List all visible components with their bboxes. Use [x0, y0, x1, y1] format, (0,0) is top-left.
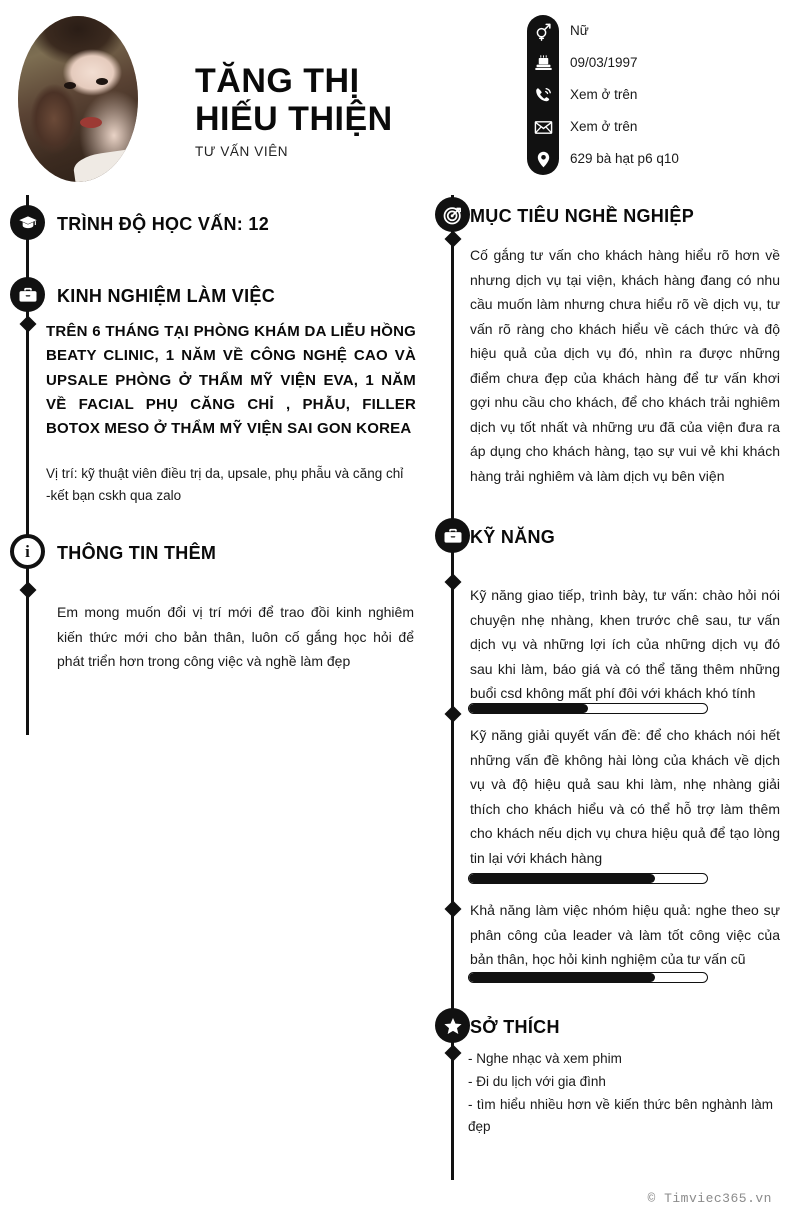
job-title: TƯ VẤN VIÊN	[195, 144, 289, 160]
contact-value-birthday: 09/03/1997	[570, 55, 638, 71]
star-icon	[435, 1008, 470, 1043]
right-column	[425, 195, 790, 1180]
section-title-skills: KỸ NĂNG	[470, 527, 556, 547]
birthday-cake-icon	[527, 47, 559, 79]
skill-progress-fill-1	[469, 704, 588, 713]
timeline-marker	[444, 574, 461, 591]
experience-note-1: Vị trí: kỹ thuật viên điều trị da, upsale, phụ phẫu và căng chỉ	[46, 466, 404, 481]
skill-progress-fill-3	[469, 973, 655, 982]
section-title-education: TRÌNH ĐỘ HỌC VẤN: 12	[57, 214, 270, 234]
contact-item-email	[527, 111, 777, 143]
skill-progress-bar-2	[468, 873, 708, 884]
graduation-cap-icon	[10, 205, 45, 240]
contact-item-phone	[527, 79, 777, 111]
skill-progress-bar-1	[468, 703, 708, 714]
full-name-line-2: HIẾU THIỆN	[195, 100, 393, 139]
skill-progress-bar-3	[468, 972, 708, 983]
hobby-item-2: - Đi du lịch với gia đình	[468, 1074, 606, 1089]
footer-credit: © Timviec365.vn	[647, 1191, 772, 1206]
timeline-marker	[444, 231, 461, 248]
timeline-marker	[444, 1045, 461, 1062]
target-icon	[435, 197, 470, 232]
name-block	[195, 62, 495, 159]
contact-item-gender	[527, 15, 777, 47]
section-title-objective: MỤC TIÊU NGHỀ NGHIỆP	[470, 206, 695, 226]
skill-text-2: Kỹ năng giải quyết vấn đề: để cho khách nói hết những vấn đề không hài lòng của khách về dịch vụ và độ hiệu quả sau khi làm, nhẹ nhàng giải thích cho khách hiểu và có thể hỗ trợ làm thêm cho khách nếu dịch vụ chưa hiệu quả để tạo lòng tin lại với khách hàng	[470, 727, 780, 866]
avatar	[18, 16, 138, 182]
skill-progress-fill-2	[469, 874, 655, 883]
avatar-detail	[80, 117, 102, 128]
contact-list	[527, 15, 777, 175]
section-title-more-info: THÔNG TIN THÊM	[57, 543, 217, 563]
contact-value-phone: Xem ở trên	[570, 87, 638, 103]
more-info-body: Em mong muốn đổi vị trí mới để trao đồi kinh nghiêm kiến thức mới cho bản thân, luôn cố gắng học hỏi để phát triển hơn trong công việc và nghề làm đẹp	[57, 604, 414, 669]
hobby-item-3: - tìm hiểu nhiều hơn về kiến thức bên nghành làm đẹp	[468, 1097, 773, 1134]
location-pin-icon	[527, 143, 559, 175]
cv-header	[0, 0, 790, 195]
hobby-item-1: - Nghe nhạc và xem phim	[468, 1051, 622, 1066]
avatar-detail	[64, 82, 76, 89]
envelope-icon	[527, 111, 559, 143]
experience-note-2: -kết bạn cskh qua zalo	[46, 488, 182, 503]
info-circle-icon	[10, 534, 45, 569]
phone-icon	[527, 79, 559, 111]
section-title-hobbies: SỞ THÍCH	[470, 1017, 560, 1037]
timeline-marker	[19, 316, 36, 333]
skill-text-1: Kỹ năng giao tiếp, trình bày, tư vấn: chào hỏi nói chuyện nhẹ nhàng, khen trước chê sau, tư vấn dịch vụ và những lợi ích của những dịch vụ đó sau khi làm, báo giá và có thể tăng thêm những buổi csd không mất phí đôi với khách khó tính	[470, 587, 780, 701]
objective-body: Cố gắng tư vấn cho khách hàng hiểu rõ hơn về nhưng dịch vụ tại viện, khách hàng đang có nhu cầu muốn làm nhưng chưa hiểu rõ về dịch vụ, tư vấn rõ ràng cho khách hiểu về cách thức và độ hiệu quả của dịch vụ đó, nhìn ra được những điểm chưa đẹp của khách hàng để tư vấn khơi gợi nhu cầu cho khách, để cho khách trải nghiêm dịch vụ tốt nhất và những ưu đã của viện đưa ra áp dụng cho khách hàng, tạo sự vui vẻ khi khách hàng trải nghiêm và làm dịch vụ bên viện	[470, 247, 780, 484]
briefcase-icon	[435, 518, 470, 553]
info-glyph: i	[25, 542, 30, 561]
briefcase-icon	[10, 277, 45, 312]
full-name-line-1: TĂNG THỊ	[195, 62, 360, 100]
contact-item-address	[527, 143, 777, 175]
contact-value-gender: Nữ	[570, 23, 589, 39]
timeline-marker	[19, 582, 36, 599]
contact-value-address: 629 bà hạt p6 q10	[570, 151, 679, 167]
experience-body: TRÊN 6 THÁNG TẠI PHÒNG KHÁM DA LIỄU HỒNG BEATY CLINIC, 1 NĂM VỀ CÔNG NGHỆ CAO VÀ UPSALE PHÒNG Ở THẨM MỸ VIỆN EVA, 1 NĂM VỀ FACIAL PHỤ CĂNG CHỈ , PHẪU, FILLER BOTOX MESO Ở THẨM MỸ VIỆN SAI GON KOREA	[46, 323, 416, 438]
gender-icon	[527, 15, 559, 47]
avatar-detail	[96, 78, 108, 85]
contact-item-birthday	[527, 47, 777, 79]
left-column	[0, 195, 430, 1135]
contact-value-email: Xem ở trên	[570, 119, 638, 135]
skill-text-3: Khả năng làm việc nhóm hiệu quả: nghe theo sự phân công của leader và làm tốt công việc của bản thân, học hỏi kinh nghiệm của tư vấn cũ	[470, 902, 780, 967]
timeline-spine-left	[26, 195, 29, 735]
timeline-marker	[444, 901, 461, 918]
section-title-experience: KINH NGHIỆM LÀM VIỆC	[57, 286, 276, 306]
timeline-marker	[444, 706, 461, 723]
